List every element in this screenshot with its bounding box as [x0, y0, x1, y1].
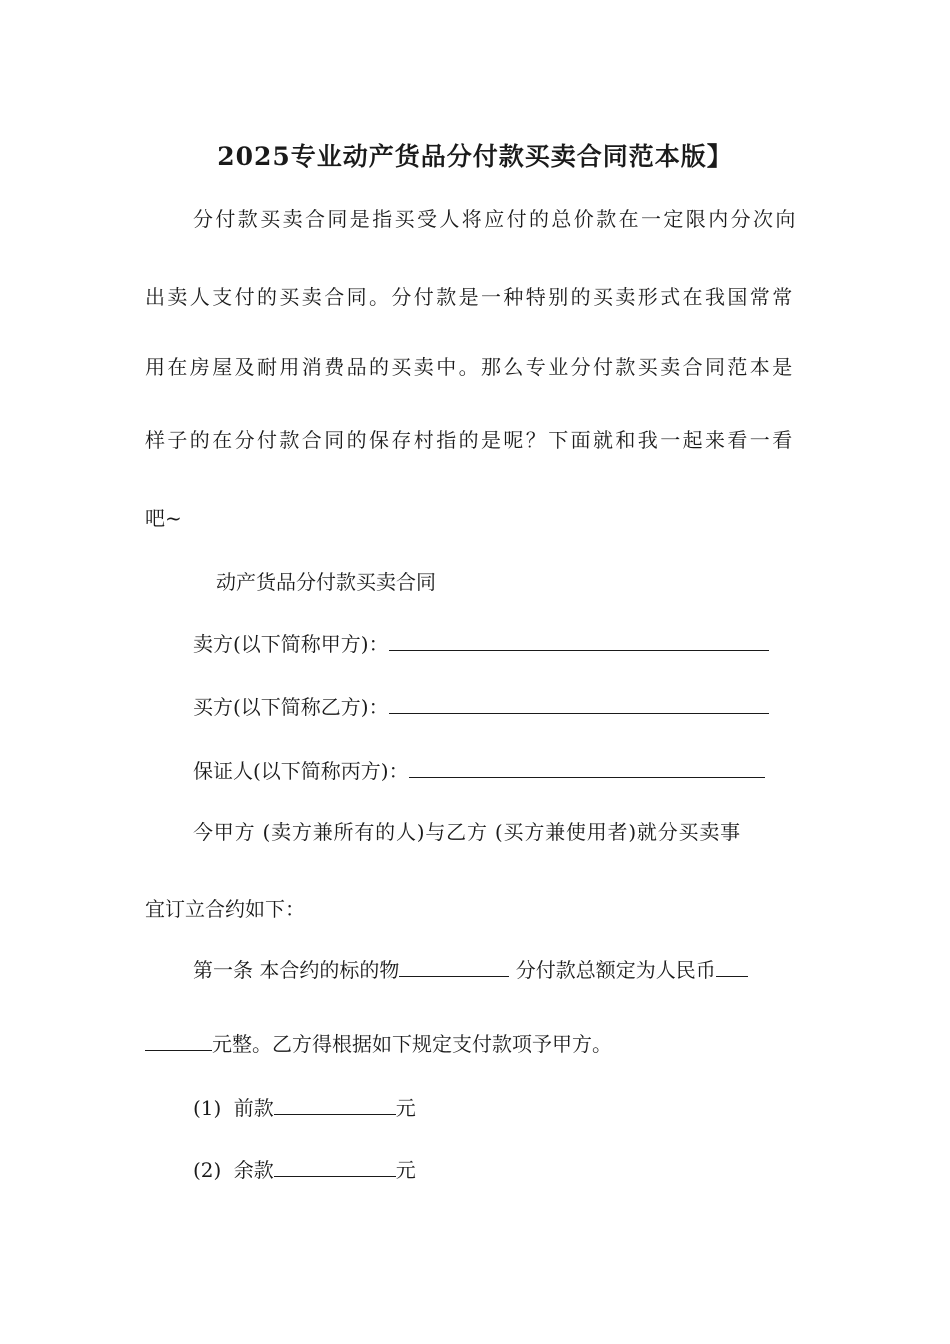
- article-1-text-b: 分付款总额定为人民币: [509, 958, 716, 982]
- intro-line-5: 吧~: [145, 506, 182, 530]
- article-1-line-2: [145, 1030, 612, 1058]
- guarantor-label: 保证人(以下简称丙方)：: [193, 759, 409, 783]
- intro-line-2: 出卖人支付的买卖合同。分付款是一种特别的买卖形式在我国常常: [145, 285, 795, 309]
- balance-payment-blank-field[interactable]: [274, 1156, 396, 1177]
- seller-label: 卖方(以下简称甲方)：: [193, 632, 389, 656]
- item-1-label: 前款: [233, 1096, 274, 1120]
- item-1-line: [193, 1094, 416, 1122]
- article-1-text-a: 第一条 本合约的标的物: [193, 958, 400, 982]
- contract-title: 动产货品分付款买卖合同: [216, 570, 436, 594]
- intro-line-1: 分付款买卖合同是指买受人将应付的总价款在一定限内分次向: [193, 207, 798, 231]
- buyer-line: [193, 693, 769, 721]
- item-1-number: (1): [193, 1096, 222, 1120]
- document-title: 2025专业动产货品分付款买卖合同范本版】: [217, 142, 733, 171]
- subject-matter-blank-field[interactable]: [399, 956, 509, 977]
- intro-line-3: 用在房屋及耐用消费品的买卖中。那么专业分付款买卖合同范本是: [145, 355, 795, 379]
- item-2-unit: 元: [395, 1158, 416, 1182]
- article-1-text-c: 元整。乙方得根据如下规定支付款项予甲方。: [212, 1032, 612, 1056]
- item-2-line: [193, 1156, 416, 1184]
- intro-line-4: 样子的在分付款合同的保存村指的是呢？下面就和我一起来看一看: [145, 428, 795, 452]
- total-amount-blank-field-b[interactable]: [145, 1030, 212, 1051]
- buyer-blank-field[interactable]: [389, 693, 769, 714]
- buyer-label: 买方(以下简称乙方)：: [193, 695, 389, 719]
- item-2-number: (2): [193, 1158, 222, 1182]
- article-1-line-1: [193, 956, 748, 984]
- guarantor-blank-field[interactable]: [409, 757, 765, 778]
- down-payment-blank-field[interactable]: [274, 1094, 396, 1115]
- total-amount-blank-field-a[interactable]: [716, 956, 748, 977]
- item-2-label: 余款: [233, 1158, 274, 1182]
- guarantor-line: [193, 757, 765, 785]
- preamble-line-1: 今甲方 (卖方兼所有的人)与乙方 (买方兼使用者)就分买卖事: [193, 820, 741, 844]
- seller-blank-field[interactable]: [389, 630, 769, 651]
- item-1-unit: 元: [395, 1096, 416, 1120]
- preamble-line-2: 宜订立合约如下：: [145, 897, 305, 921]
- seller-line: [193, 630, 769, 658]
